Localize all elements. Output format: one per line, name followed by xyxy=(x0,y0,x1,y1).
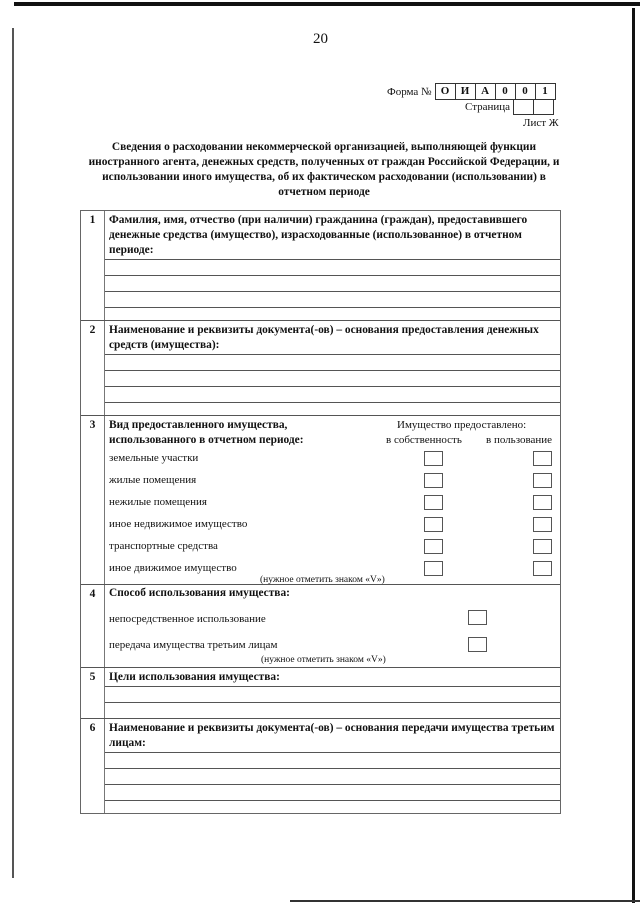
scan-border-top xyxy=(14,2,640,6)
use-checkbox[interactable] xyxy=(533,451,552,466)
scan-border-left xyxy=(12,28,14,878)
sheet-label: Лист Ж xyxy=(523,117,559,129)
section-body xyxy=(105,585,560,667)
usage-method-label: непосредственное использование xyxy=(109,613,266,625)
fill-line[interactable] xyxy=(105,291,560,307)
form-code-cell: 0 xyxy=(495,84,515,99)
ownership-checkbox[interactable] xyxy=(424,517,443,532)
section-heading xyxy=(109,418,304,448)
form-code-cell: 0 xyxy=(515,84,535,99)
scan-border-right xyxy=(632,8,635,903)
document-title: Сведения о расходовании некоммерческой организацией, выполняющей функции иностранного агента, денежных средств, полученных от граждан Российской Федерации, и использовании иного имущества, об их фактическом расходовании (использовании) в отчетном периоде xyxy=(88,141,560,198)
property-type-label: иное недвижимое имущество xyxy=(109,518,248,530)
form-code-cell: 1 xyxy=(535,84,555,99)
section-heading: Цели использования имущества: xyxy=(109,671,280,683)
ownership-checkbox[interactable] xyxy=(424,495,443,510)
fill-line[interactable] xyxy=(105,702,560,718)
form-code-label: Форма № xyxy=(387,85,432,98)
section-body xyxy=(105,321,560,415)
section-3 xyxy=(81,415,560,584)
section-5 xyxy=(81,667,560,718)
section-heading: Наименование и реквизиты документа(-ов) – основания предоставления денежных средств (имущества): xyxy=(109,324,539,351)
fill-line[interactable] xyxy=(105,752,560,768)
usage-method-checkbox[interactable] xyxy=(468,610,487,625)
check-note: (нужное отметить знаком «V») xyxy=(260,575,385,585)
fill-line[interactable] xyxy=(105,259,560,275)
property-type-label: транспортные средства xyxy=(109,540,218,552)
section-1 xyxy=(81,211,560,320)
check-note: (нужное отметить знаком «V») xyxy=(261,655,386,665)
page-field-cell[interactable] xyxy=(533,99,553,114)
column-ownership: в собственность xyxy=(386,434,462,446)
property-type-label: земельные участки xyxy=(109,452,199,464)
property-type-label: иное движимое имущество xyxy=(109,562,237,574)
ownership-checkbox[interactable] xyxy=(424,539,443,554)
section-body xyxy=(105,416,560,584)
column-use: в пользование xyxy=(486,434,553,446)
section-4 xyxy=(81,584,560,667)
section-number: 4 xyxy=(81,585,105,667)
fill-line[interactable] xyxy=(105,354,560,370)
page-field-label: Страница xyxy=(465,101,511,113)
page-field-cells xyxy=(513,99,554,115)
section-body xyxy=(105,211,560,320)
fill-line[interactable] xyxy=(105,800,560,813)
ownership-checkbox[interactable] xyxy=(424,561,443,576)
property-type-label: жилые помещения xyxy=(109,474,197,486)
form-code-cells xyxy=(435,83,556,100)
use-checkbox[interactable] xyxy=(533,517,552,532)
ownership-checkbox[interactable] xyxy=(424,473,443,488)
fill-line[interactable] xyxy=(105,307,560,320)
scan-border-bottom xyxy=(290,900,640,902)
fill-line[interactable] xyxy=(105,686,560,702)
section-number: 5 xyxy=(81,668,105,718)
provided-label: Имущество предоставлено: xyxy=(397,419,527,431)
form-code-cell: А xyxy=(475,84,495,99)
section-body xyxy=(105,719,560,813)
section-heading: Наименование и реквизиты документа(-ов) – основания передачи имущества третьим лицам: xyxy=(109,722,555,749)
fill-line[interactable] xyxy=(105,275,560,291)
use-checkbox[interactable] xyxy=(533,561,552,576)
use-checkbox[interactable] xyxy=(533,473,552,488)
page-field xyxy=(465,99,554,115)
fill-line[interactable] xyxy=(105,402,560,415)
use-checkbox[interactable] xyxy=(533,539,552,554)
fill-line[interactable] xyxy=(105,768,560,784)
section-body xyxy=(105,668,560,718)
section-6 xyxy=(81,718,560,813)
section-number: 6 xyxy=(81,719,105,813)
usage-method-label: передача имущества третьим лицам xyxy=(109,639,278,651)
page-number: 20 xyxy=(313,31,328,47)
section-heading-line: Вид предоставленного имущества, xyxy=(109,419,288,431)
page-field-cell[interactable] xyxy=(514,99,533,114)
section-heading: Способ использования имущества: xyxy=(109,587,290,599)
fill-line[interactable] xyxy=(105,784,560,800)
section-2 xyxy=(81,320,560,415)
section-number: 1 xyxy=(81,211,105,320)
form-code xyxy=(387,83,556,100)
form-code-cell: И xyxy=(455,84,475,99)
section-heading-line: использованного в отчетном периоде: xyxy=(109,434,304,446)
use-checkbox[interactable] xyxy=(533,495,552,510)
section-heading: Фамилия, имя, отчество (при наличии) гражданина (граждан), предоставившего денежные средства (имущество), израсходованные (использованное) в отчетном периоде: xyxy=(109,214,528,256)
section-number: 2 xyxy=(81,321,105,415)
fill-line[interactable] xyxy=(105,370,560,386)
ownership-checkbox[interactable] xyxy=(424,451,443,466)
form-code-cell: О xyxy=(440,85,450,97)
section-number: 3 xyxy=(81,416,105,584)
form-table xyxy=(80,210,561,814)
fill-line[interactable] xyxy=(105,386,560,402)
property-type-label: нежилые помещения xyxy=(109,496,207,508)
usage-method-checkbox[interactable] xyxy=(468,637,487,652)
